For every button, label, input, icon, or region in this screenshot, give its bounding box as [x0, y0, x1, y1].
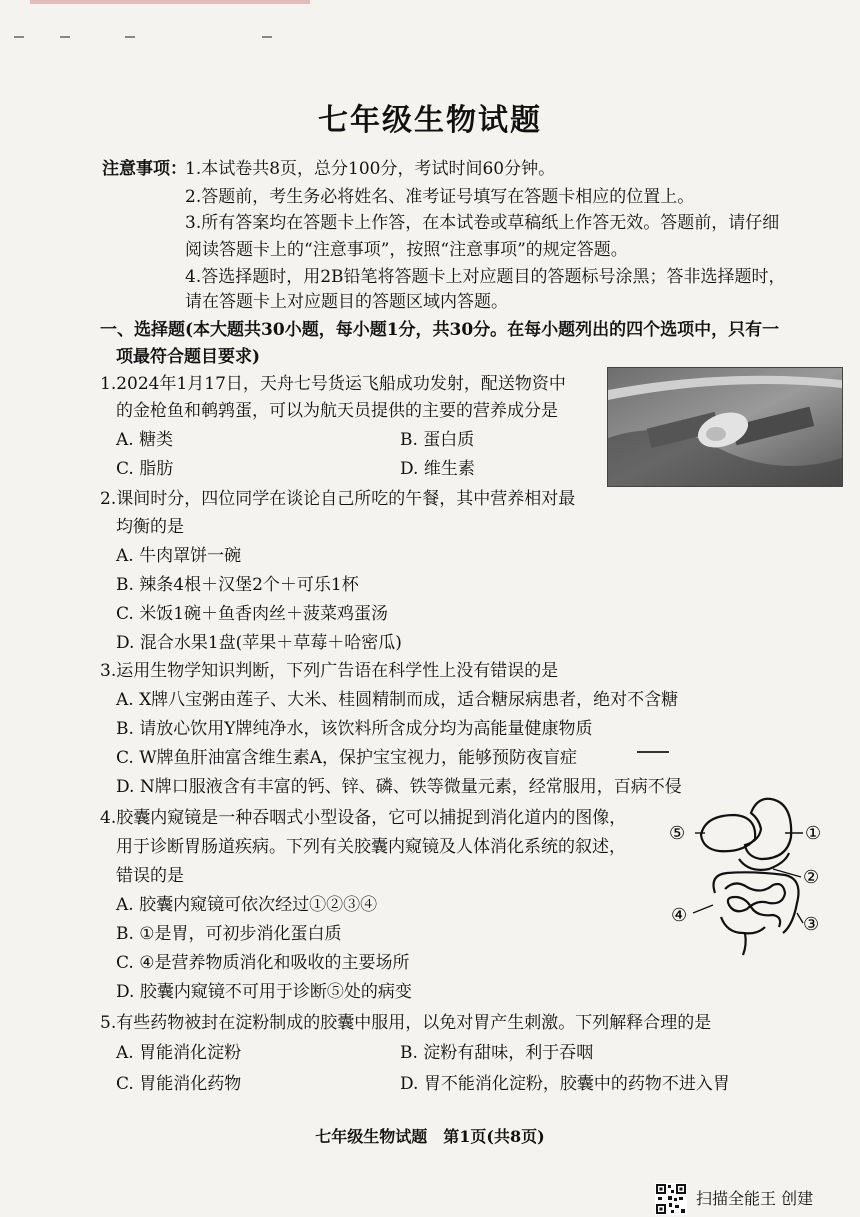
option-c: C. 米饭1碗＋鱼香肉丝＋菠菜鸡蛋汤: [116, 604, 389, 624]
option-a: A. X牌八宝粥由莲子、大米、桂圆精制而成，适合糖尿病患者，绝对不含糖: [116, 690, 679, 710]
scan-mark: [14, 36, 24, 38]
question-stem: 1.2024年1月17日，天舟七号货运飞船成功发射，配送物资中: [100, 374, 566, 394]
diagram-label-2: ②: [803, 867, 820, 888]
option-b: B. 请放心饮用Y牌纯净水，该饮料所含成分均为高能量健康物质: [116, 719, 593, 739]
note-item: 1.本试卷共8页，总分100分，考试时间60分钟。: [185, 159, 556, 179]
question-stem: 4.胶囊内窥镜是一种吞咽式小型设备，它可以捕捉到消化道内的图像，: [100, 808, 627, 828]
option-b: B. 辣条4根＋汉堡2个＋可乐1杯: [116, 575, 359, 595]
option-c: C. 脂肪: [116, 459, 174, 479]
option-b: B. 淀粉有甜味，利于吞咽: [400, 1043, 594, 1063]
note-item: 4.答选择题时，用2B铅笔将答题卡上对应题目的答题标号涂黑；答非选择题时，: [185, 267, 786, 287]
option-a: A. 胃能消化淀粉: [116, 1043, 242, 1063]
question-stem: 用于诊断胃肠道疾病。下列有关胶囊内窥镜及人体消化系统的叙述，: [116, 837, 626, 857]
note-item: 阅读答题卡上的“注意事项”，按照“注意事项”的规定答题。: [185, 240, 628, 260]
question-stem: 3.运用生物学知识判断，下列广告语在科学性上没有错误的是: [100, 661, 559, 681]
pen-stroke: [637, 751, 669, 753]
option-b: B. ①是胃，可初步消化蛋白质: [116, 924, 342, 944]
section-heading-cont: 项最符合题目要求): [116, 347, 261, 367]
option-d: D. 胃不能消化淀粉，胶囊中的药物不进入胃: [400, 1074, 730, 1094]
digestive-system-diagram: [665, 793, 825, 968]
scan-mark: [125, 36, 135, 38]
option-b: B. 蛋白质: [400, 430, 475, 450]
option-a: A. 糖类: [116, 430, 174, 450]
option-d: D. 混合水果1盘(苹果＋草莓＋哈密瓜): [116, 633, 402, 653]
diagram-label-5: ⑤: [669, 823, 686, 844]
section-heading: 一、选择题(本大题共30小题，每小题1分，共30分。在每小题列出的四个选项中，只有一: [100, 320, 780, 340]
option-d: D. 胶囊内窥镜不可用于诊断⑤处的病变: [116, 982, 412, 1002]
question-stem: 2.课间时分，四位同学在谈论自己所吃的午餐，其中营养相对最: [100, 489, 576, 509]
option-a: A. 胶囊内窥镜可依次经过①②③④: [116, 895, 378, 915]
option-d: D. 维生素: [400, 459, 475, 479]
top-edge-mark: [30, 0, 310, 4]
option-d: D. N牌口服液含有丰富的钙、锌、磷、铁等微量元素，经常服用，百病不侵: [116, 777, 682, 797]
spacecraft-photo: [607, 367, 843, 487]
question-stem: 5.有些药物被封在淀粉制成的胶囊中服用，以免对胃产生刺激。下列解释合理的是: [100, 1013, 712, 1033]
notes-label: 注意事项：: [102, 159, 187, 179]
diagram-label-1: ①: [805, 823, 822, 844]
note-item: 请在答题卡上对应题目的答题区域内答题。: [185, 292, 508, 312]
diagram-label-4: ④: [671, 905, 688, 926]
page-title: 七年级生物试题: [318, 103, 542, 138]
option-c: C. 胃能消化药物: [116, 1074, 242, 1094]
question-stem: 的金枪鱼和鹌鹑蛋，可以为航天员提供的主要的营养成分是: [116, 401, 558, 421]
option-a: A. 牛肉罩饼一碗: [116, 546, 242, 566]
diagram-label-3: ③: [803, 914, 820, 935]
note-item: 2.答题前，考生务必将姓名、准考证号填写在答题卡相应的位置上。: [185, 187, 695, 207]
scan-mark: [60, 36, 70, 38]
question-stem: 均衡的是: [116, 517, 184, 537]
scanner-watermark: 扫描全能王 创建: [696, 1189, 814, 1208]
qr-code-icon: [655, 1183, 687, 1215]
option-c: C. ④是营养物质消化和吸收的主要场所: [116, 953, 410, 973]
page-footer: 七年级生物试题 第1页(共8页): [315, 1127, 545, 1146]
option-c: C. W牌鱼肝油富含维生素A，保护宝宝视力，能够预防夜盲症: [116, 748, 577, 768]
question-stem: 错误的是: [116, 866, 184, 886]
scan-mark: [262, 36, 272, 38]
note-item: 3.所有答案均在答题卡上作答，在本试卷或草稿纸上作答无效。答题前，请仔细: [185, 213, 780, 233]
